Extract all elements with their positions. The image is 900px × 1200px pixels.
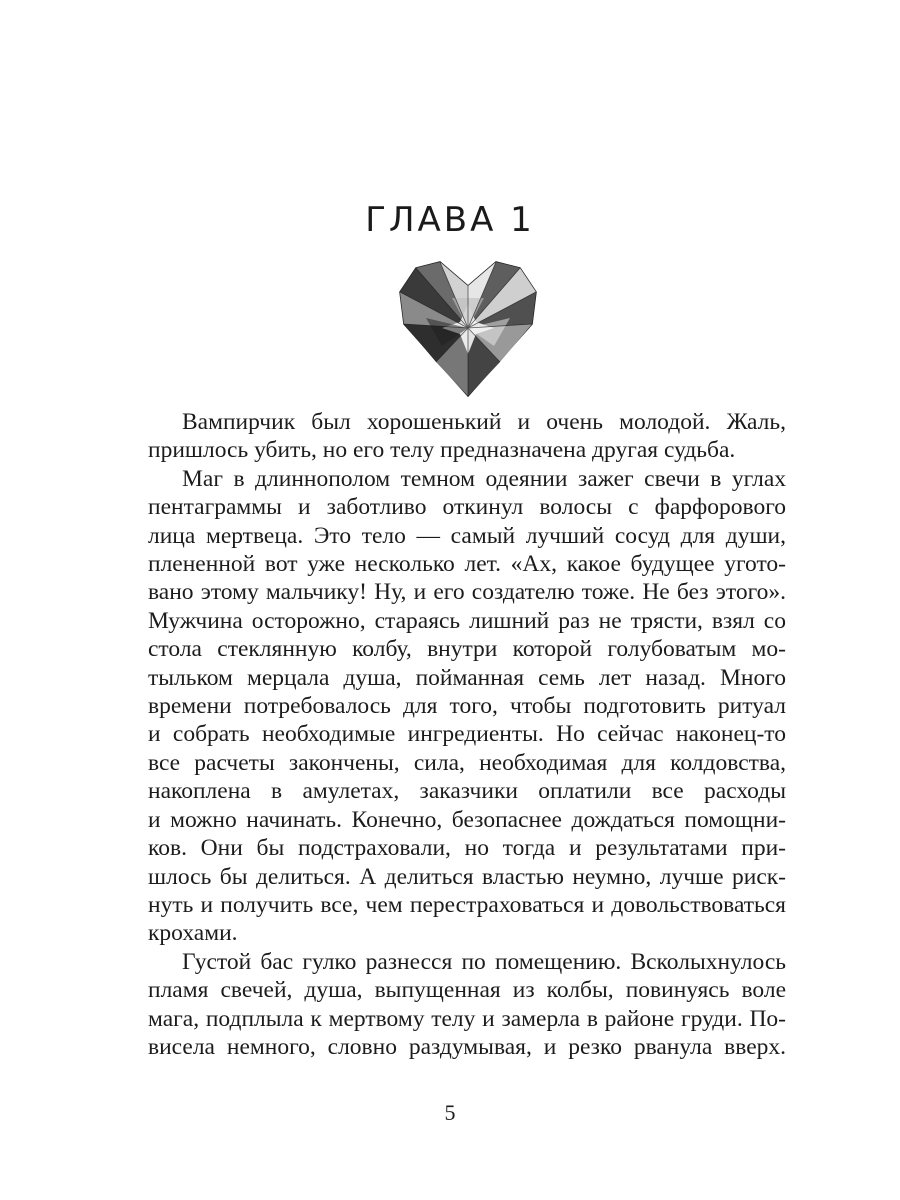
text-line: плененной вот уже несколько лет. «Ах, какое будущее угото-	[148, 551, 786, 578]
text-line: шлось бы делиться. А делиться властью неумно, лучше риск-	[148, 863, 786, 890]
text-line: пришлось убить, но его телу предназначена другая судьба.	[148, 437, 736, 464]
text-line: крохами.	[148, 920, 238, 947]
text-line: вано этому мальчику! Ну, и его создателю тоже. Не без этого».	[148, 579, 786, 606]
text-line: нуть и получить все, чем перестраховаться и довольствоваться	[148, 891, 786, 918]
text-line: Мужчина осторожно, стараясь лишний раз не трясти, взял со	[148, 607, 786, 634]
text-line: стола стеклянную колбу, внутри которой голубоватым мо-	[148, 636, 786, 663]
page-number: 5	[444, 1100, 456, 1125]
text-line: пламя свечей, душа, выпущенная из колбы, повинуясь воле	[148, 977, 786, 1004]
text-line: Густой бас гулко разнесся по помещению. Всколыхнулось	[182, 948, 786, 975]
text-line: все расчеты закончены, сила, необходимая для колдовства,	[148, 749, 786, 776]
diamond-heart-icon	[396, 258, 540, 398]
chapter-body	[148, 408, 786, 1061]
text-line: и собрать необходимые ингредиенты. Но сейчас наконец-то	[148, 721, 786, 748]
text-line: Маг в длиннополом темном одеянии зажег свечи в углах	[182, 465, 786, 492]
text-line: Вампирчик был хорошенький и очень молодой. Жаль,	[182, 409, 786, 435]
text-line: висела немного, словно раздумывая, и резко рванула вверх.	[148, 1033, 786, 1060]
chapter-title: ГЛАВА 1	[365, 200, 535, 240]
text-line: лица мертвеца. Это тело — самый лучший сосуд для души,	[148, 522, 786, 549]
text-line: пентаграммы и заботливо откинул волосы с фарфорового	[148, 494, 786, 521]
text-line: мага, подплыла к мертвому телу и замерла в районе груди. По-	[148, 1005, 786, 1032]
text-line: накоплена в амулетах, заказчики оплатили все расходы	[148, 778, 786, 805]
text-line: тыльком мерцала душа, пойманная семь лет назад. Много	[148, 664, 786, 691]
text-line: и можно начинать. Конечно, безопаснее дождаться помощни-	[148, 806, 786, 833]
text-line: ков. Они бы подстраховали, но тогда и результатами при-	[148, 835, 786, 862]
text-line: времени потребовалось для того, чтобы подготовить ритуал	[148, 693, 786, 720]
